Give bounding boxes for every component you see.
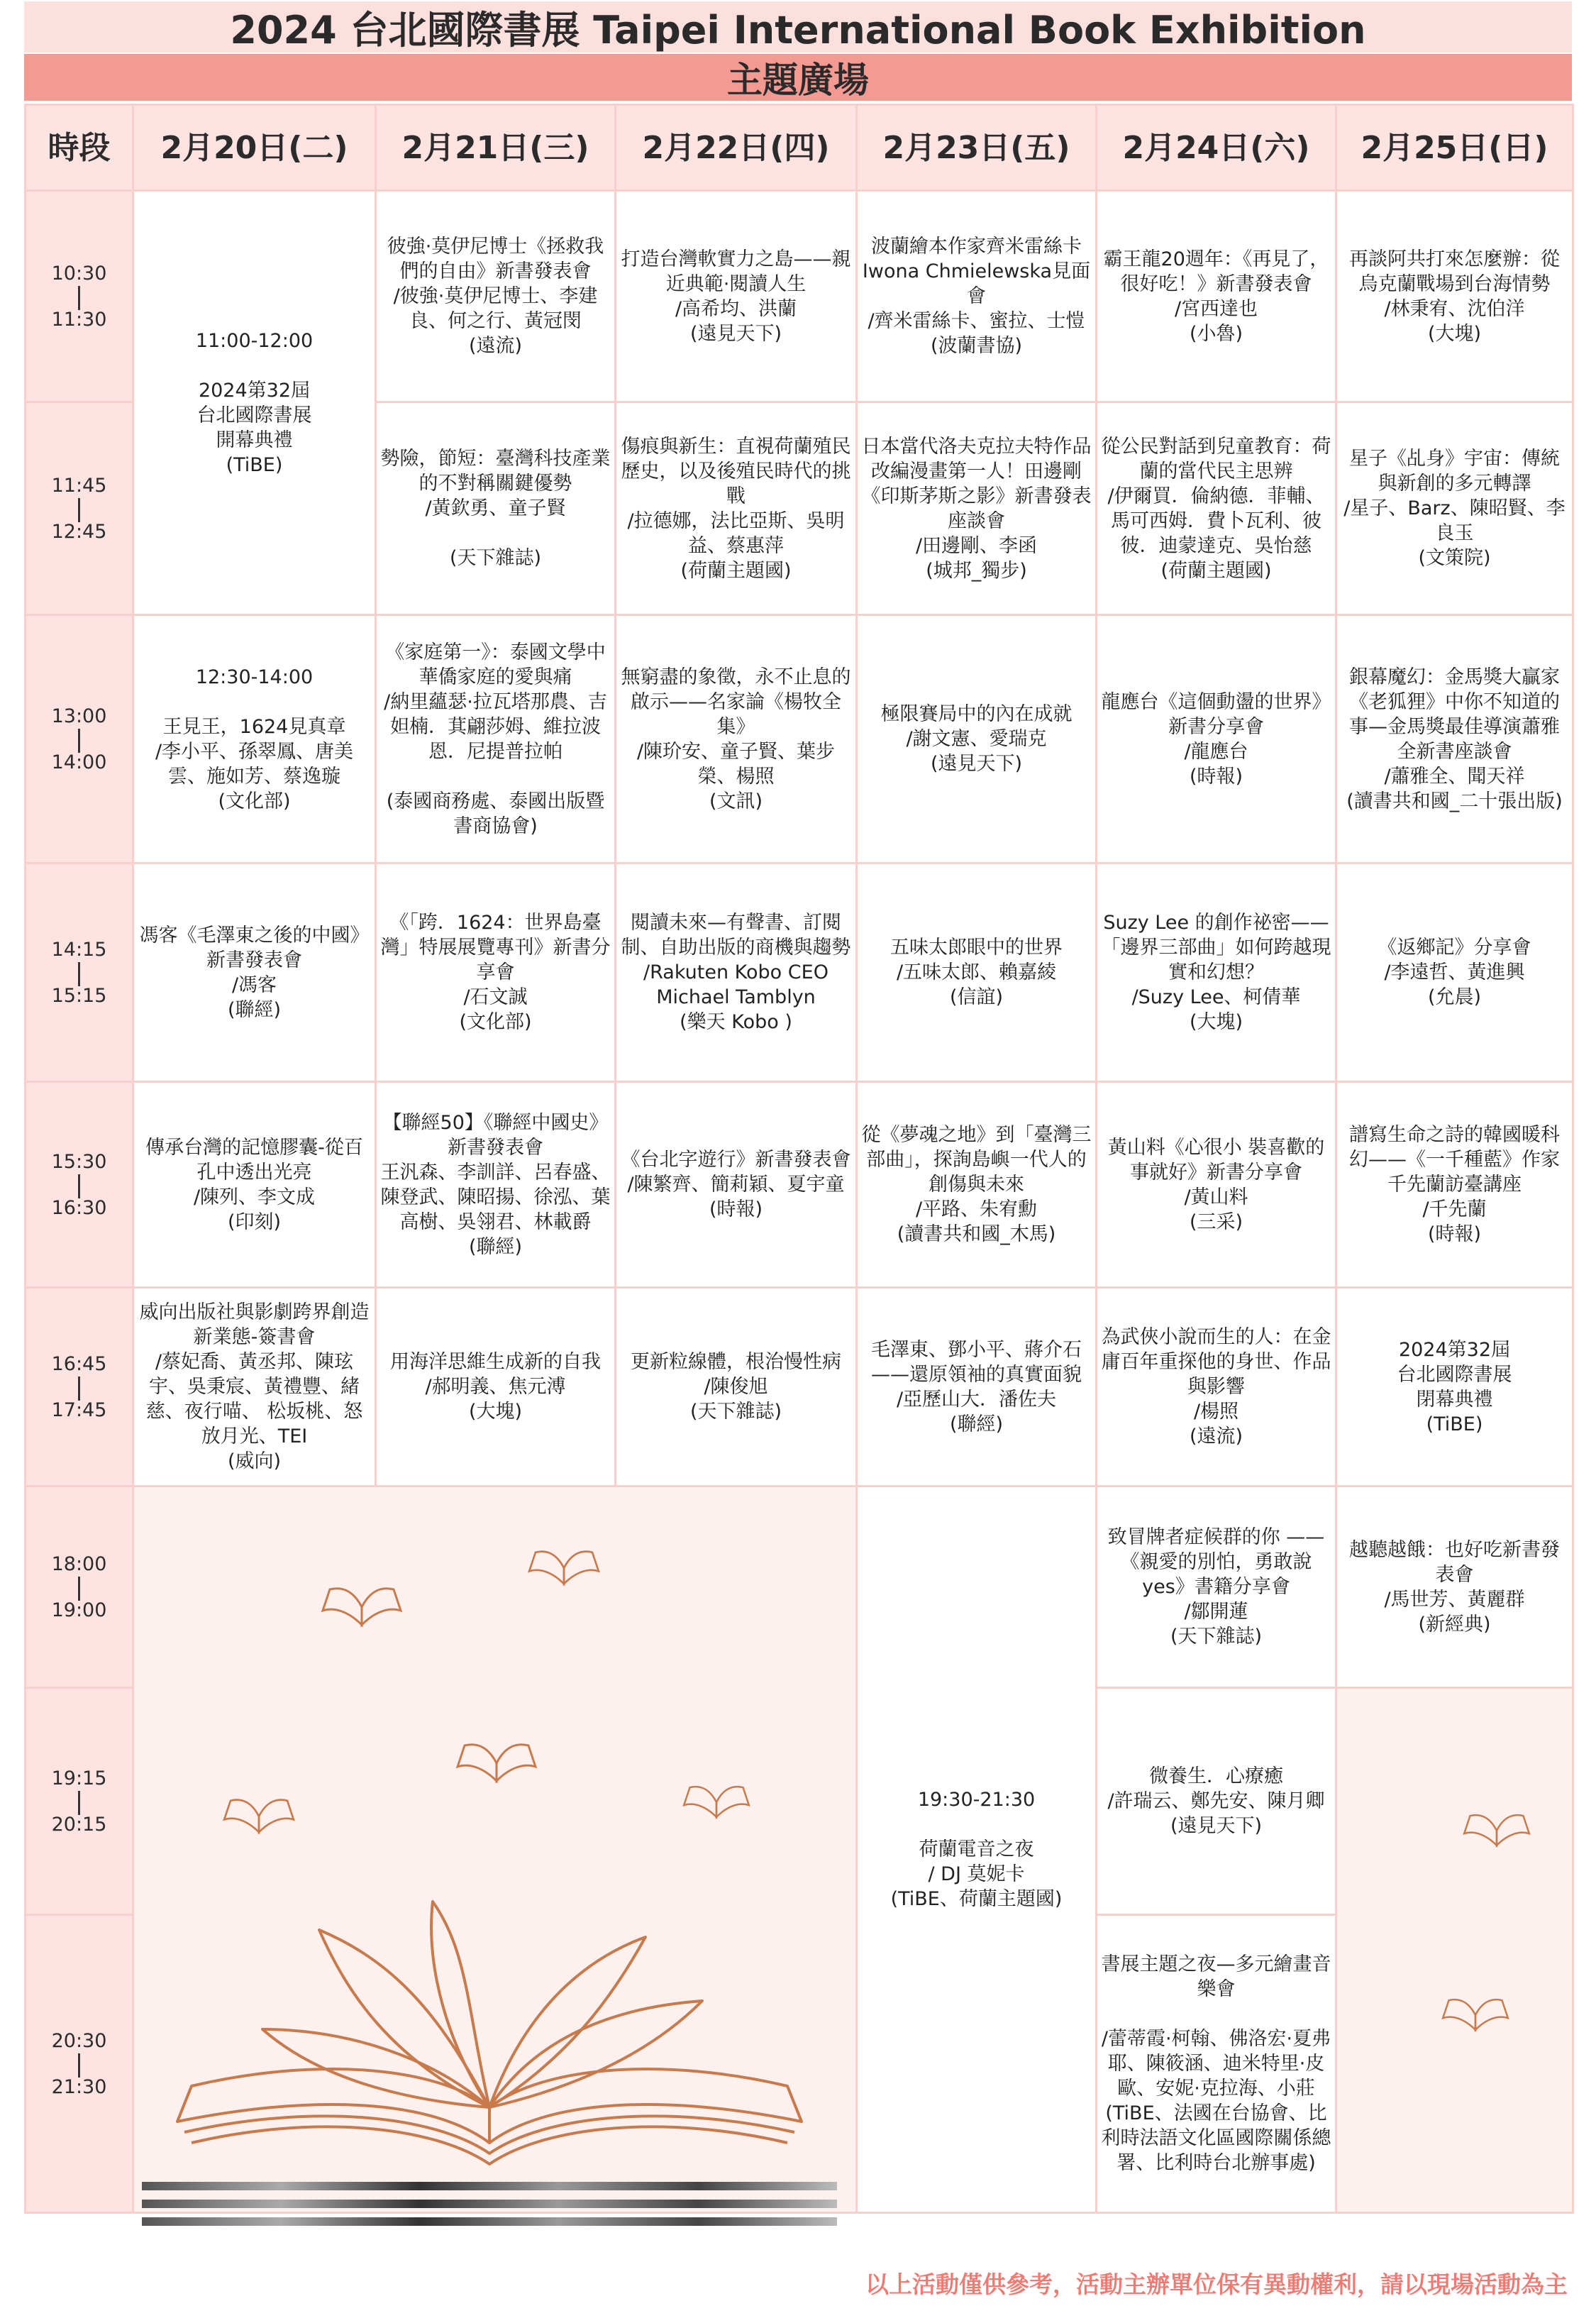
event-cell: 【聯經50】《聯經中國史》新書發表會 王汎森、李訓詳、呂春盛、陳登武、陳昭揚、徐泓、葉高樹、吳翎君、林載爵 (聯經)	[376, 1082, 616, 1288]
page-subtitle: 主題廣場	[24, 54, 1572, 101]
col-header-feb21: 2月21日(三)	[376, 105, 616, 191]
event-cell: 書展主題之夜—多元繪畫音樂會 /蕾蒂霞·柯翰、佛洛宏·夏弗耶、陳筱涵、迪米特里·皮歐、安妮·克拉海、小莊 (TiBE、法國在台協會、比利時法語文化區國際關係總署、比利時台北辦事處)	[1097, 1915, 1336, 2213]
event-cell: 日本當代洛夫克拉夫特作品改編漫畫第一人！田邊剛《印斯茅斯之影》新書發表座談會 /田邊剛、李函 (城邦_獨步)	[857, 402, 1097, 615]
flying-book-icon	[220, 1788, 298, 1845]
event-cell: 五味太郎眼中的世界 /五味太郎、賴嘉綾 (信誼)	[857, 864, 1097, 1082]
event-cell: 傷痕與新生：直視荷蘭殖民歷史，以及後殖民時代的挑戰 /拉德娜，法比亞斯、吳明益、蔡惠萍 (荷蘭主題國)	[616, 402, 857, 615]
event-cell: 為武俠小說而生的人：在金庸百年重探他的身世、作品與影響 /楊照 (遠流)	[1097, 1288, 1336, 1486]
decorative-stripe	[142, 2217, 837, 2226]
flying-book-icon	[525, 1540, 603, 1596]
time-slot-1: 10:30 | 11:30	[26, 191, 133, 402]
flying-book-icon	[1461, 1802, 1532, 1859]
page-title: 2024 台北國際書展 Taipei International Book Exhibition	[24, 1, 1572, 54]
flying-book-icon	[319, 1575, 404, 1639]
col-header-feb24: 2月24日(六)	[1097, 105, 1336, 191]
table-row	[26, 1288, 1573, 1486]
event-cell: 毛澤東、鄧小平、蔣介石——還原領袖的真實面貌 /亞歷山大．潘佐夫 (聯經)	[857, 1288, 1097, 1486]
event-cell: 黃山料《心很小 裝喜歡的事就好》新書分享會 /黃山料 (三采)	[1097, 1082, 1336, 1288]
time-slot-8: 19:15 | 20:15	[26, 1688, 133, 1915]
empty-cell	[1336, 1688, 1573, 2213]
flying-book-icon	[454, 1731, 539, 1795]
event-cell: 更新粒線體，根治慢性病 /陳俊旭 (天下雜誌)	[616, 1288, 857, 1486]
event-cell: Suzy Lee 的創作祕密——「邊界三部曲」如何跨越現實和幻想？ /Suzy Lee、柯倩華 (大塊)	[1097, 864, 1336, 1082]
event-cell: 無窮盡的象徵，永不止息的啟示——名家論《楊牧全集》 /陳玠安、童子賢、葉步榮、楊照 (文訊)	[616, 615, 857, 864]
col-header-feb25: 2月25日(日)	[1336, 105, 1573, 191]
event-cell: 《台北字遊行》新書發表會 /陳繁齊、簡莉穎、夏宇童 (時報)	[616, 1082, 857, 1288]
col-header-feb20: 2月20日(二)	[133, 105, 376, 191]
decorative-stripe	[142, 2182, 837, 2190]
event-cell: 譜寫生命之詩的韓國暖科幻——《一千種藍》作家千先蘭訪臺講座 /千先蘭 (時報)	[1336, 1082, 1573, 1288]
event-cell: 波蘭繪本作家齊米雷絲卡Iwona Chmielewska見面會 /齊米雷絲卡、蜜拉、士愷 (波蘭書協)	[857, 191, 1097, 402]
event-cell: 威向出版社與影劇跨界創造新業態-簽書會 /蔡妃喬、黃丞邦、陳玹宇、吳秉宸、黃禮豐、緒慈、夜行喵、 松坂桃、怒放月光、TEI (威向)	[133, 1288, 376, 1486]
time-slot-7: 18:00 | 19:00	[26, 1486, 133, 1688]
event-cell: 霸王龍20週年：《再見了，很好吃！》新書發表會 /宮西達也 (小魯)	[1097, 191, 1336, 402]
event-cell: 勢險，節短：臺灣科技產業的不對稱關鍵優勢 /黃欽勇、童子賢 (天下雜誌)	[376, 402, 616, 615]
table-row	[26, 615, 1573, 864]
decorative-stripe	[142, 2200, 837, 2208]
footer-disclaimer: 以上活動僅供參考，活動主辦單位保有異動權利，請以現場活動為主	[865, 2271, 1568, 2298]
event-cell: 極限賽局中的內在成就 /謝文憲、愛瑞克 (遠見天下)	[857, 615, 1097, 864]
event-cell: 從《夢魂之地》到「臺灣三部曲」，探詢島嶼一代人的創傷與未來 /平路、朱宥勳 (讀書共和國_木馬)	[857, 1082, 1097, 1288]
col-header-time: 時段	[26, 105, 133, 191]
event-cell: 銀幕魔幻：金馬獎大贏家《老狐狸》中你不知道的事—金馬獎最佳導演蕭雅全新書座談會 /蕭雅全、聞天祥 (讀書共和國_二十張出版)	[1336, 615, 1573, 864]
event-cell: 傳承台灣的記憶膠囊-從百孔中透出光亮 /陳列、李文成 (印刻)	[133, 1082, 376, 1288]
event-cell: 從公民對話到兒童教育：荷蘭的當代民主思辨 /伊爾買．倫納德．菲輔、馬可西姆．費卜瓦利、彼彼．迪蒙達克、吳怡慈 (荷蘭主題國)	[1097, 402, 1336, 615]
time-slot-2: 11:45 | 12:45	[26, 402, 133, 615]
event-opening-ceremony: 11:00-12:00 2024第32屆 台北國際書展 開幕典禮 (TiBE)	[133, 191, 376, 615]
event-cell: 微養生．心療癒 /許瑞云、鄭先安、陳月卿 (遠見天下)	[1097, 1688, 1336, 1915]
event-cell: 打造台灣軟實力之島——親近典範·閱讀人生 /高希均、洪蘭 (遠見天下)	[616, 191, 857, 402]
event-cell: 用海洋思維生成新的自我 /郝明義、焦元溥 (大塊)	[376, 1288, 616, 1486]
header-row	[26, 105, 1573, 191]
time-slot-5: 15:30 | 16:30	[26, 1082, 133, 1288]
table-row	[26, 191, 1573, 402]
time-slot-9: 20:30 | 21:30	[26, 1915, 133, 2213]
event-cell: 閱讀未來—有聲書、訂閱制、自助出版的商機與趨勢 /Rakuten Kobo CEO Michael Tamblyn (樂天 Kobo )	[616, 864, 857, 1082]
event-cell: 再談阿共打來怎麼辦：從烏克蘭戰場到台海情勢 /林秉宥、沈伯洋 (大塊)	[1336, 191, 1573, 402]
event-cell: 馮客《毛澤東之後的中國》新書發表會 /馮客 (聯經)	[133, 864, 376, 1082]
table-row	[26, 864, 1573, 1082]
flying-book-icon	[681, 1774, 752, 1831]
col-header-feb22: 2月22日(四)	[616, 105, 857, 191]
time-slot-3: 13:00 | 14:00	[26, 615, 133, 864]
event-cell: 12:30-14:00 王見王，1624見真章 /李小平、孫翠鳳、唐美雲、施如芳、蔡逸璇 (文化部)	[133, 615, 376, 864]
col-header-feb23: 2月23日(五)	[857, 105, 1097, 191]
event-cell: 龍應台《這個動盪的世界》新書分享會 /龍應台 (時報)	[1097, 615, 1336, 864]
table-row	[26, 1486, 1573, 1688]
flying-book-icon	[1440, 1987, 1511, 2043]
event-cell: 彼強·莫伊尼博士《拯救我們的自由》新書發表會 /彼強·莫伊尼博士、李建良、何之行、黃冠閔 (遠流)	[376, 191, 616, 402]
event-dutch-electronic-night: 19:30-21:30 荷蘭電音之夜 / DJ 莫妮卡 (TiBE、荷蘭主題國)	[857, 1486, 1097, 2213]
open-book-icon	[135, 1887, 844, 2185]
time-slot-4: 14:15 | 15:15	[26, 864, 133, 1082]
event-cell: 星子《乩身》宇宙：傳統與新創的多元轉譯 /星子、Barz、陳昭賢、李良玉 (文策院)	[1336, 402, 1573, 615]
event-cell: 《家庭第一》：泰國文學中華僑家庭的愛與痛 /納里蘊瑟·拉瓦塔那農、吉妲楠．萁翩莎姆、維拉波恩．尼提普拉帕 (泰國商務處、泰國出版暨書商協會)	[376, 615, 616, 864]
event-cell: 越聽越餓：也好吃新書發表會 /馬世芳、黃麗群 (新經典)	[1336, 1486, 1573, 1688]
table-row	[26, 1082, 1573, 1288]
event-cell: 致冒牌者症候群的你 ——《親愛的別怕，勇敢說yes》書籍分享會 /鄒開蓮 (天下雜誌)	[1097, 1486, 1336, 1688]
event-closing-ceremony: 2024第32屆 台北國際書展 閉幕典禮 (TiBE)	[1336, 1288, 1573, 1486]
event-cell: 《返鄉記》分享會 /李遠哲、黃進興 (允晨)	[1336, 864, 1573, 1082]
event-cell: 《「跨．1624：世界島臺灣」特展展覽專刊》新書分享會 /石文誠 (文化部)	[376, 864, 616, 1082]
time-slot-6: 16:45 | 17:45	[26, 1288, 133, 1486]
